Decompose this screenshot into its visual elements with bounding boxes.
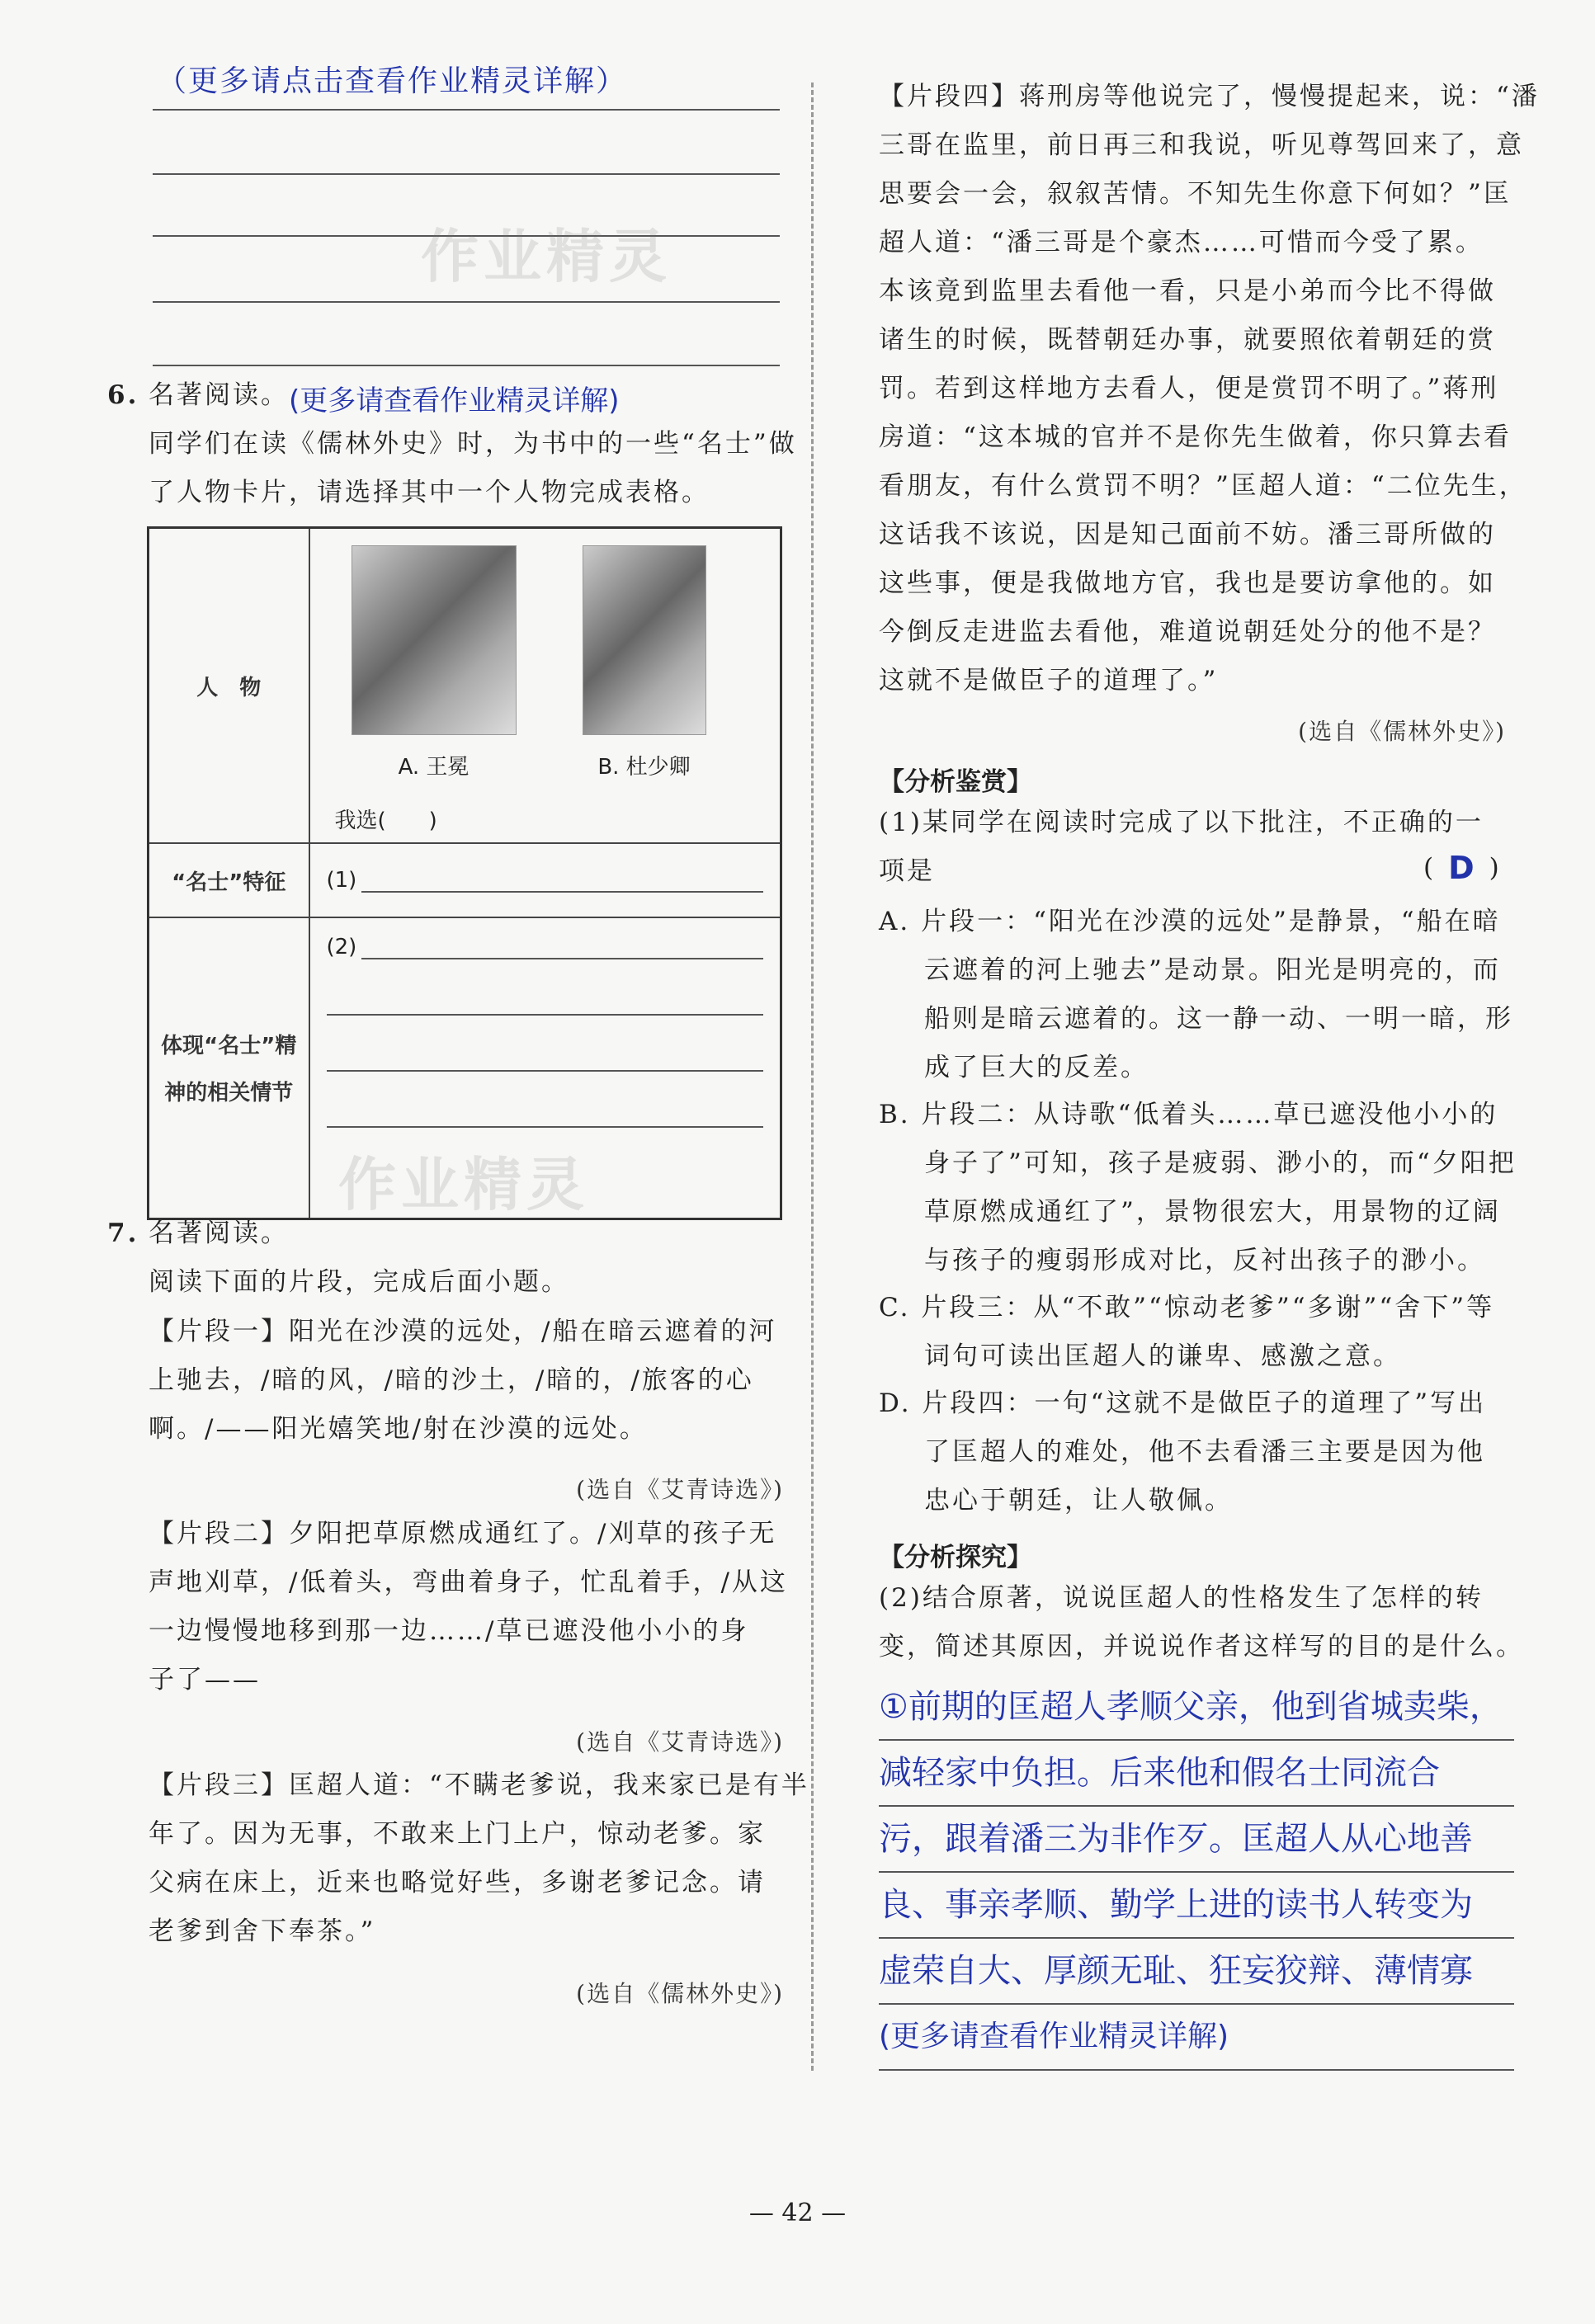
watermark: 作业精灵: [338, 1151, 589, 1219]
option-a-block: [352, 545, 517, 780]
text-line: 房道：“这本城的官并不是你先生做着，你只算去看: [879, 422, 1512, 452]
choose-field[interactable]: 我选( ): [334, 808, 437, 833]
text-line: 看朋友，有什么赏罚不明？”匡超人道：“二位先生，: [879, 471, 1527, 501]
answer-choice: D: [1448, 850, 1475, 886]
q6-line: 同学们在读《儒林外史》时，为书中的一些“名士”做: [149, 429, 797, 459]
text-line: 本该竟到监里去看他一看，只是小弟而今比不得做: [879, 276, 1496, 306]
text-line: C. 片段三：从“不敢”“惊动老爹”“多谢”“舍下”等: [879, 1293, 1495, 1322]
more-details-link-answer[interactable]: (更多请查看作业精灵详解): [879, 2005, 1514, 2071]
answer-line-text: 污，跟着潘三为非作歹。匡超人从心地善: [879, 1807, 1514, 1873]
answer-block: [879, 1675, 1514, 2071]
option-b-block: [583, 545, 706, 780]
answer-line: [327, 1072, 764, 1128]
source-note: (选自《儒林外史》): [576, 1980, 784, 2007]
text-line: 这些事，便是我做地方官，我也是要访拿他的。如: [879, 568, 1496, 598]
q6-line: 了人物卡片，请选择其中一个人物完成表格。: [149, 478, 710, 507]
text-line: 这就不是做臣子的道理了。”: [879, 666, 1219, 695]
text-line: 诸生的时候，既替朝廷办事，就要照依着朝廷的赏: [879, 325, 1496, 355]
text-line: B. 片段二：从诗歌“低着头……草已遮没他小小的: [879, 1100, 1498, 1129]
text-line: 年了。因为无事，不敢来上门上户，惊动老爹。家: [149, 1819, 766, 1849]
option-b-label: B. 杜少卿: [597, 755, 691, 780]
text-line: 上驰去，/暗的风，/暗的沙土，/暗的，/旅客的心: [149, 1365, 754, 1395]
text-line: 今倒反走进监去看他，难道说朝廷处分的他不是？: [879, 617, 1496, 647]
section-heading-exploration: 【分析探究】: [879, 1543, 1032, 1572]
answer-line: [327, 959, 764, 1016]
row-label-plot-line: 神的相关情节: [164, 1081, 294, 1106]
text-line: 这话我不该说，因是知己面前不妨。潘三哥所做的: [879, 520, 1496, 549]
text-line: 思要会一会，叙叙苦情。不知先生你意下何如？”匡: [879, 179, 1512, 209]
q6-number: 6.: [107, 380, 139, 410]
option-d: [879, 1379, 1486, 1525]
more-details-link-top[interactable]: （更多请点击查看作业精灵详解）: [157, 64, 628, 98]
q7-intro: 阅读下面的片段，完成后面小题。: [149, 1267, 569, 1297]
text-line: 船则是暗云遮着的。这一静一动、一明一暗，形: [924, 1004, 1513, 1034]
fragment-2: [149, 1510, 788, 1704]
option-c: [879, 1284, 1494, 1381]
q7-number: 7.: [107, 1219, 139, 1248]
answer-line: [361, 938, 763, 959]
wang-mian-illustration: [352, 545, 517, 735]
row-label-plot: [149, 917, 309, 1219]
q6-title: 名著阅读。: [149, 380, 289, 410]
text-line: 一边慢慢地移到那一边……/草已遮没他小小的身: [149, 1616, 749, 1646]
answer-line: [153, 109, 780, 111]
text-line: 声地刈草，/低着头，弯曲着身子，忙乱着手，/从这: [149, 1567, 788, 1597]
text-line: 【片段一】阳光在沙漠的远处，/船在暗云遮着的河: [149, 1317, 777, 1346]
text-line: 超人道：“潘三哥是个豪杰……可惜而今受了累。: [879, 228, 1484, 257]
option-b: [879, 1091, 1517, 1285]
watermark: 作业精灵: [421, 223, 672, 290]
paren-close: ): [1489, 853, 1499, 883]
page-number: — 42 —: [748, 2199, 847, 2227]
person-cell: [309, 528, 781, 844]
answer-line: [153, 365, 780, 366]
answer-bracket: [1423, 850, 1499, 886]
answer-line: [153, 301, 780, 303]
feature-mark: (1): [326, 868, 357, 893]
text-line: (1)某同学在阅读时完成了以下批注，不正确的一: [879, 808, 1484, 837]
text-line: 云遮着的河上驰去”是动景。阳光是明亮的，而: [924, 955, 1501, 985]
text-line: 忠心于朝廷，让人敬佩。: [924, 1486, 1233, 1516]
row-label-person: 人 物: [149, 528, 309, 844]
text-line: (2)结合原著，说说匡超人的性格发生了怎样的转: [879, 1583, 1484, 1613]
text-line: 成了巨大的反差。: [924, 1053, 1149, 1082]
text-line: 子了——: [149, 1665, 261, 1695]
text-line: 了匡超人的难处，他不去看潘三主要是因为他: [924, 1437, 1485, 1467]
text-line: 老爹到舍下奉茶。”: [149, 1916, 376, 1946]
fragment-4: [879, 73, 1540, 705]
sub-question-1: [879, 799, 1484, 896]
row-label-feature: “名士”特征: [149, 843, 309, 917]
fragment-1: [149, 1308, 776, 1454]
section-heading-appreciation: 【分析鉴赏】: [879, 767, 1032, 797]
text-line: 【片段三】匡超人道：“不瞒老爹说，我来家已是有半: [149, 1770, 809, 1800]
answer-line-text: 良、事亲孝顺、勤学上进的读书人转变为: [879, 1873, 1514, 1939]
answer-line: [327, 1016, 764, 1072]
feature-cell[interactable]: [309, 843, 781, 917]
answer-line: [361, 871, 763, 893]
column-divider: [811, 82, 814, 2071]
answer-line-text: ①前期的匡超人孝顺父亲，他到省城卖柴，: [879, 1675, 1514, 1741]
text-line: D. 片段四：一句“这就不是做臣子的道理了”写出: [879, 1388, 1487, 1418]
text-line: 【片段四】蒋刑房等他说完了，慢慢提起来，说：“潘: [879, 82, 1540, 111]
paren-open: (: [1423, 853, 1434, 883]
fragment-3: [149, 1761, 809, 1956]
du-shaoqing-illustration: [583, 545, 706, 735]
option-a: [879, 898, 1513, 1092]
plot-mark: (2): [326, 935, 357, 959]
text-line: A. 片段一：“阳光在沙漠的远处”是静景，“船在暗: [879, 907, 1501, 936]
answer-line: [153, 173, 780, 175]
source-note: (选自《艾青诗选》): [576, 1728, 784, 1756]
text-line: 【片段二】夕阳把草原燃成通红了。/刈草的孩子无: [149, 1519, 777, 1549]
text-line: 与孩子的瘦弱形成对比，反衬出孩子的渺小。: [924, 1246, 1485, 1275]
text-line: 啊。/——阳光嬉笑地/射在沙漠的远处。: [149, 1414, 648, 1444]
character-card-table: [147, 526, 782, 1220]
option-a-label: A. 王冕: [398, 755, 470, 780]
answer-line-text: 减轻家中负担。后来他和假名士同流合: [879, 1741, 1514, 1807]
row-label-plot-line: 体现“名士”精: [161, 1034, 297, 1059]
text-line: 父病在床上，近来也略觉好些，多谢老爹记念。请: [149, 1868, 766, 1897]
text-line: 变，简述其原因，并说说作者这样写的目的是什么。: [879, 1632, 1524, 1662]
q6-more-link[interactable]: (更多请查看作业精灵详解): [289, 384, 620, 417]
text-line: 项是: [879, 856, 935, 886]
text-line: 身子了”可知，孩子是疲弱、渺小的，而“夕阳把: [924, 1148, 1517, 1178]
q7-title: 名著阅读。: [149, 1219, 289, 1248]
source-note: (选自《艾青诗选》): [576, 1476, 784, 1503]
answer-line-text: 虚荣自大、厚颜无耻、狂妄狡辩、薄情寡: [879, 1939, 1514, 2005]
source-note: (选自《儒林外史》): [1298, 718, 1506, 745]
sub-question-2: [879, 1574, 1524, 1671]
text-line: 草原燃成通红了”，景物很宏大，用景物的辽阔: [924, 1197, 1501, 1227]
text-line: 罚。若到这样地方去看人，便是赏罚不明了。”蒋刑: [879, 374, 1499, 403]
text-line: 词句可读出匡超人的谦卑、感激之意。: [924, 1341, 1401, 1371]
text-line: 三哥在监里，前日再三和我说，听见尊驾回来了，意: [879, 130, 1524, 160]
